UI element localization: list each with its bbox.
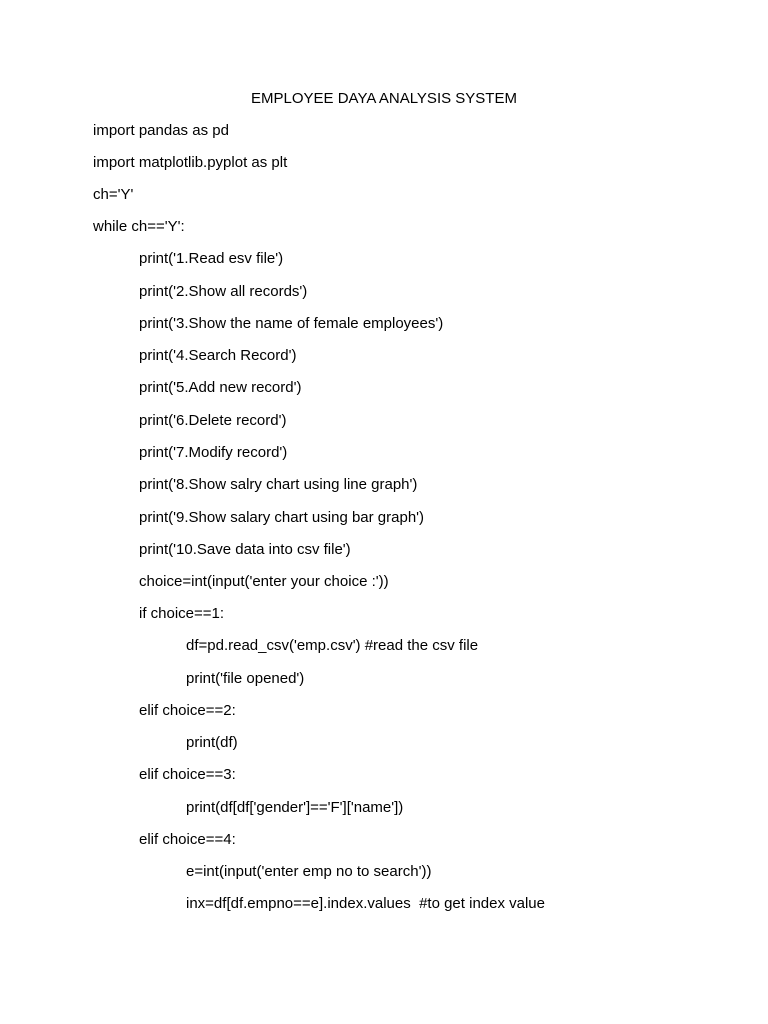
code-line: if choice==1:	[139, 605, 225, 622]
code-line: print('file opened')	[186, 670, 305, 687]
code-line: print('3.Show the name of female employees')	[139, 315, 444, 332]
code-line: inx=df[df.empno==e].index.values #to get index value	[186, 895, 545, 912]
code-line: print('8.Show salry chart using line graph')	[139, 476, 418, 493]
code-line: while ch=='Y':	[93, 218, 185, 235]
code-line: import matplotlib.pyplot as plt	[93, 154, 288, 171]
code-line: df=pd.read_csv('emp.csv') #read the csv file	[186, 637, 479, 654]
code-line: print(df)	[186, 734, 238, 751]
code-line: e=int(input('enter emp no to search'))	[186, 863, 432, 880]
code-line: elif choice==3:	[139, 766, 236, 783]
code-line: ch='Y'	[93, 186, 134, 203]
code-line: print('9.Show salary chart using bar graph')	[139, 509, 425, 526]
code-line: print('4.Search Record')	[139, 347, 297, 364]
code-line: import pandas as pd	[93, 122, 229, 139]
code-line: print('2.Show all records')	[139, 283, 308, 300]
code-line: print('1.Read esv file')	[139, 250, 284, 267]
code-line: elif choice==4:	[139, 831, 236, 848]
code-line: print('5.Add new record')	[139, 379, 302, 396]
document-title: EMPLOYEE DAYA ANALYSIS SYSTEM	[251, 90, 517, 107]
code-line: print('10.Save data into csv file')	[139, 541, 351, 558]
code-line: print('6.Delete record')	[139, 412, 287, 429]
code-line: print(df[df['gender']=='F']['name'])	[186, 799, 404, 816]
code-line: elif choice==2:	[139, 702, 236, 719]
code-line: print('7.Modify record')	[139, 444, 288, 461]
code-line: choice=int(input('enter your choice :'))	[139, 573, 389, 590]
